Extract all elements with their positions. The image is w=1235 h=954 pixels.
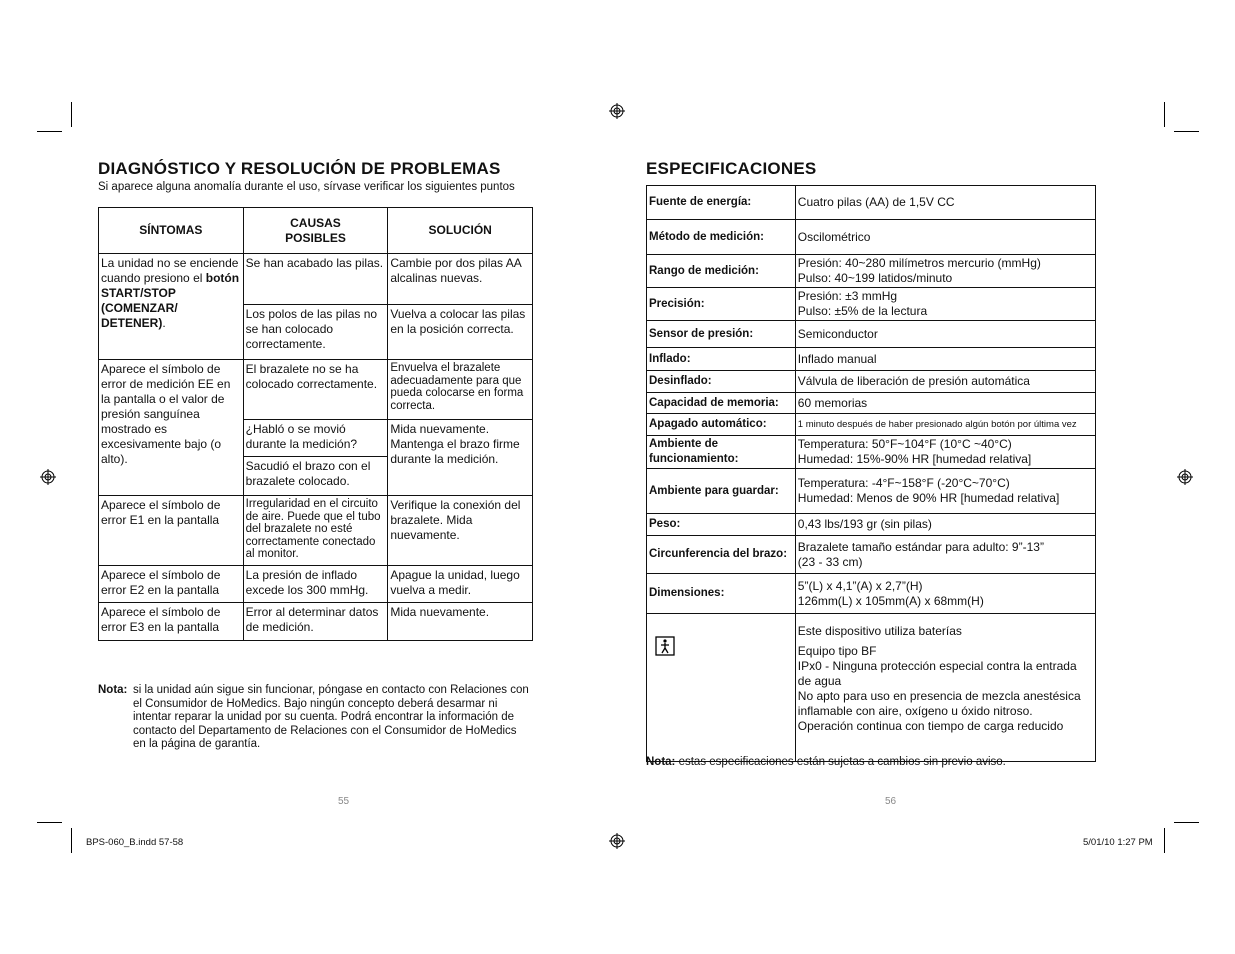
spec-value	[795, 514, 1095, 536]
spec-row	[647, 186, 1096, 220]
symbol-description-line: Este dispositivo utiliza baterías	[797, 624, 962, 638]
spec-value-line: Oscilométrico	[797, 229, 871, 244]
cause-cell: Error al determinar datos de medición.	[243, 603, 388, 641]
registration-mark-icon	[40, 469, 56, 485]
spec-value	[795, 255, 1095, 288]
spec-value	[795, 414, 1095, 436]
spec-value	[795, 186, 1095, 220]
spec-row	[647, 436, 1096, 469]
crop-mark	[71, 102, 72, 127]
spec-value-line: Inflado manual	[797, 351, 877, 366]
spec-value	[795, 288, 1095, 321]
spec-value-line: Presión: ±3 mmHg	[797, 289, 898, 303]
crop-mark	[37, 131, 62, 132]
cause-cell: Los polos de las pilas no se han colocado correctamente.	[243, 305, 388, 360]
spec-row	[647, 393, 1096, 414]
spec-row	[647, 371, 1096, 393]
spec-row	[647, 348, 1096, 371]
spec-value	[795, 220, 1095, 255]
crop-mark	[1174, 822, 1199, 823]
spec-value-line: Válvula de liberación de presión automática	[797, 374, 1030, 388]
symptom-cell: La unidad no se enciende cuando presiono el botón START/STOP (COMENZAR/ DETENER).	[99, 254, 244, 360]
spec-value	[795, 436, 1095, 469]
crop-mark	[1174, 131, 1199, 132]
table-row	[99, 566, 533, 603]
note-text: estas especificaciones están sujetas a cambios sin previo aviso.	[678, 756, 1006, 768]
spec-value	[795, 348, 1095, 371]
spec-label: Dimensiones:	[647, 574, 796, 614]
spec-label: Capacidad de memoria:	[647, 393, 796, 414]
spec-label: Método de medición:	[647, 220, 796, 255]
column-header-solution: SOLUCIÓN	[388, 208, 533, 254]
page-title: ESPECIFICACIONES	[646, 159, 817, 178]
spec-label: Rango de medición:	[647, 255, 796, 288]
page-number: 56	[885, 796, 897, 807]
spec-label: Inflado:	[647, 348, 796, 371]
symbol-description-line: IPx0 - Ninguna protección especial contra la entrada de agua	[797, 659, 1077, 688]
note	[646, 756, 1106, 770]
solution-cell: Vuelva a colocar las pilas en la posición correcta.	[388, 305, 533, 360]
note-text: si la unidad aún sigue sin funcionar, póngase en contacto con Relaciones con el Consumidor de HoMedics. Bajo ningún concepto deberá desarmar ni intentar reparar la unidad por su cuenta. Podrá encontrar la información de contacto del Departamento de Relaciones con el Consumidor de HoMedics en la página de garantía.	[133, 684, 529, 750]
spec-label: Ambiente para guardar:	[647, 469, 796, 514]
spec-label: Sensor de presión:	[647, 321, 796, 348]
cause-cell: Irregularidad en el circuito de aire. Puede que el tubo del brazalete no esté correctamente conectado al monitor.	[243, 496, 388, 566]
spec-value-line: 1 minuto después de haber presionado algún botón por última vez	[797, 419, 1077, 430]
note	[98, 684, 533, 752]
table-row	[99, 496, 533, 566]
table-row	[99, 254, 533, 305]
file-slug: BPS-060_B.indd 57-58	[86, 837, 184, 848]
symptom-cell: Aparece el símbolo de error E3 en la pantalla	[99, 603, 244, 641]
symbol-cell	[647, 614, 796, 762]
specifications-table	[646, 185, 1096, 762]
spec-value-line: 126mm(L) x 105mm(A) x 68mm(H)	[797, 593, 984, 608]
symbol-description-line: No apto para uso en presencia de mezcla anestésica inflamable con aire, oxígeno u óxido nitroso.	[797, 689, 1081, 718]
solution-cell: Envuelva el brazalete adecuadamente para que pueda colocarse en forma correcta.	[388, 360, 533, 420]
table-row	[99, 360, 533, 420]
spec-row	[647, 288, 1096, 321]
spec-value-line: 5”(L) x 4,1”(A) x 2,7”(H)	[797, 578, 923, 593]
spec-value-line: Temperatura: 50°F~104°F (10°C ~40°C)	[797, 437, 1012, 451]
spec-value	[795, 574, 1095, 614]
spec-label: Ambiente de funcionamiento:	[647, 436, 796, 469]
spec-label: Precisión:	[647, 288, 796, 321]
crop-mark	[71, 828, 72, 853]
solution-cell: Verifique la conexión del brazalete. Mida nuevamente.	[388, 496, 533, 566]
symptom-cell: Aparece el símbolo de error de medición EE en la pantalla o el valor de presión sanguínea mostrado es excesivamente bajo (o alto).	[99, 360, 244, 496]
spec-row	[647, 414, 1096, 436]
solution-cell: Mida nuevamente.	[388, 603, 533, 641]
cause-cell: Sacudió el brazo con el brazalete colocado.	[243, 457, 388, 496]
spec-value-line: 60 memorias	[797, 395, 868, 410]
spec-label: Apagado automático:	[647, 414, 796, 436]
solution-cell: Mida nuevamente. Mantenga el brazo firme durante la medición.	[388, 420, 533, 496]
cause-cell: El brazalete no se ha colocado correctamente.	[243, 360, 388, 420]
spec-label: Peso:	[647, 514, 796, 536]
spec-value-line: Humedad: 15%-90% HR [humedad relativa]	[797, 452, 1032, 466]
spec-value-line: Pulso: 40~199 latidos/minuto	[797, 271, 953, 285]
spec-row	[647, 514, 1096, 536]
column-header-causes: CAUSAS POSIBLES	[243, 208, 388, 254]
spec-value-line: Temperatura: -4°F~158°F (-20°C~70°C)	[797, 476, 1010, 490]
cause-cell: Se han acabado las pilas.	[243, 254, 388, 305]
solution-cell: Apague la unidad, luego vuelva a medir.	[388, 566, 533, 603]
spec-label: Desinflado:	[647, 371, 796, 393]
crop-mark	[1164, 828, 1165, 853]
note-label: Nota:	[646, 756, 676, 768]
crop-mark	[37, 822, 62, 823]
page-number: 55	[338, 796, 350, 807]
symbol-descriptions	[795, 614, 1095, 762]
spec-value	[795, 393, 1095, 414]
column-header-symptoms: SÍNTOMAS	[99, 208, 244, 254]
spec-row	[647, 574, 1096, 614]
spec-label: Fuente de energía:	[647, 186, 796, 220]
symbol-description-line: Operación continua con tiempo de carga reducido	[797, 719, 1064, 733]
registration-mark-icon	[609, 833, 625, 849]
spec-value-line: Pulso: ±5% de la lectura	[797, 304, 928, 318]
symptom-cell: Aparece el símbolo de error E2 en la pantalla	[99, 566, 244, 603]
spec-value	[795, 469, 1095, 514]
table-row	[99, 603, 533, 641]
spec-value-line: Semiconductor	[797, 326, 878, 341]
spec-value-line: Brazalete tamaño estándar para adulto: 9”-13”	[797, 539, 1044, 554]
registration-mark-icon	[1177, 469, 1193, 485]
spec-value	[795, 321, 1095, 348]
symptom-cell: Aparece el símbolo de error E1 en la pantalla	[99, 496, 244, 566]
spec-value	[795, 371, 1095, 393]
intro-text: Si aparece alguna anomalía durante el uso, sírvase verificar los siguientes puntos	[98, 181, 515, 193]
type-bf-applied-part-icon	[655, 636, 675, 656]
spec-row	[647, 255, 1096, 288]
spec-value-line: 0,43 lbs/193 gr (sin pilas)	[797, 517, 932, 531]
crop-mark	[1164, 102, 1165, 127]
registration-mark-icon	[609, 103, 625, 119]
spec-value-line: (23 - 33 cm)	[797, 554, 863, 569]
spec-row	[647, 321, 1096, 348]
spec-row	[647, 536, 1096, 574]
spec-row	[647, 469, 1096, 514]
spec-value-line: Presión: 40~280 milímetros mercurio (mmHg)	[797, 256, 1041, 270]
note-label: Nota:	[98, 684, 128, 696]
page-title: DIAGNÓSTICO Y RESOLUCIÓN DE PROBLEMAS	[98, 159, 501, 178]
troubleshooting-table	[98, 207, 533, 641]
spec-value	[795, 536, 1095, 574]
cause-cell: ¿Habló o se movió durante la medición?	[243, 420, 388, 457]
spec-value-line: Humedad: Menos de 90% HR [humedad relativa]	[797, 491, 1060, 505]
spec-label: Circunferencia del brazo:	[647, 536, 796, 574]
solution-cell: Cambie por dos pilas AA alcalinas nuevas.	[388, 254, 533, 305]
spec-row	[647, 220, 1096, 255]
cause-cell: La presión de inflado excede los 300 mmHg.	[243, 566, 388, 603]
spec-value-line: Cuatro pilas (AA) de 1,5V CC	[797, 195, 955, 209]
symbol-description-line: Equipo tipo BF	[797, 644, 877, 658]
spec-row-symbols	[647, 614, 1096, 762]
date-slug: 5/01/10 1:27 PM	[1083, 837, 1153, 848]
